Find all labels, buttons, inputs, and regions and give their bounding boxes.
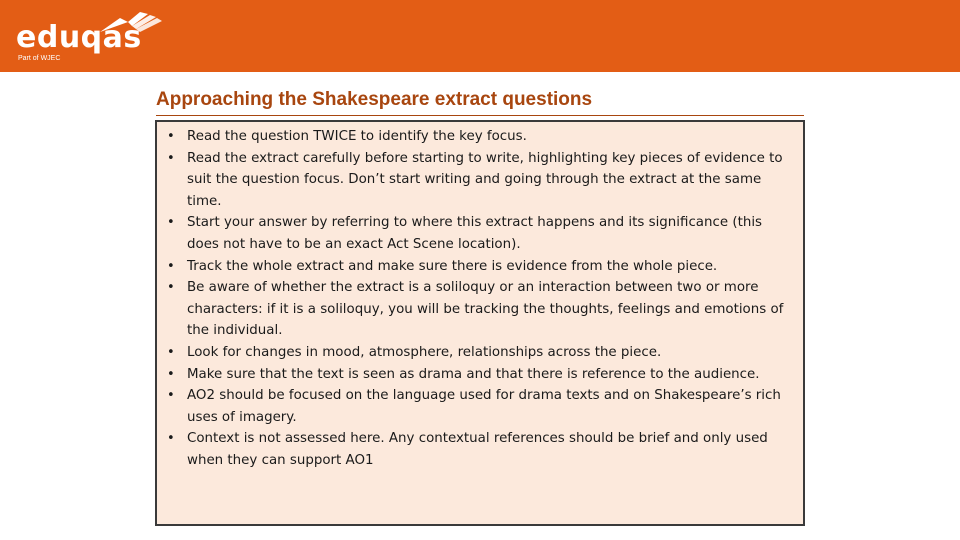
eduqas-logo [16,8,166,68]
list-item [157,212,803,255]
bullet-icon: • [167,344,175,360]
content-box [155,120,805,526]
bullet-text: Read the extract carefully before starting to write, highlighting key pieces of evidence to suit the question focus. Don’t start writing and going through the extract at the same time. [187,150,783,209]
list-item [157,126,803,148]
bullet-icon: • [167,215,175,231]
page-title: Approaching the Shakespeare extract questions [156,89,593,110]
list-item [157,342,803,364]
list-item [157,256,803,278]
bullet-text: Track the whole extract and make sure there is evidence from the whole piece. [187,258,718,274]
list-item [157,364,803,386]
bullet-icon: • [167,258,175,274]
header-bar [0,0,960,72]
brand-wordmark: eduqas [16,20,142,55]
bullet-text: Start your answer by referring to where this extract happens and its significance (this does not have to be an exact Act Scene location). [187,215,763,252]
bullet-icon: • [167,150,175,166]
list-item [157,148,803,213]
bullet-icon: • [167,280,175,296]
brand-tagline: Part of WJEC [18,55,61,62]
title-underline [156,115,804,116]
bullet-icon: • [167,388,175,404]
bullet-icon: • [167,129,175,144]
bullet-text: Make sure that the text is seen as drama and that there is reference to the audience. [187,366,760,382]
bullet-text: Context is not assessed here. Any contextual references should be brief and only used when they can support AO1 [187,431,768,468]
bullet-text: Be aware of whether the extract is a soliloquy or an interaction between two or more characters: if it is a soliloquy, you will be tracking the thoughts, feelings and emotions of the individual. [187,280,784,339]
bullet-list [157,126,803,472]
list-item [157,277,803,342]
bullet-icon: • [167,431,175,447]
list-item [157,385,803,428]
bullet-text: Look for changes in mood, atmosphere, relationships across the piece. [187,344,662,360]
bullet-text: Read the question TWICE to identify the key focus. [187,129,527,144]
bullet-text: AO2 should be focused on the language used for drama texts and on Shakespeare’s rich uses of imagery. [187,388,781,425]
list-item [157,428,803,471]
bullet-icon: • [167,366,175,382]
